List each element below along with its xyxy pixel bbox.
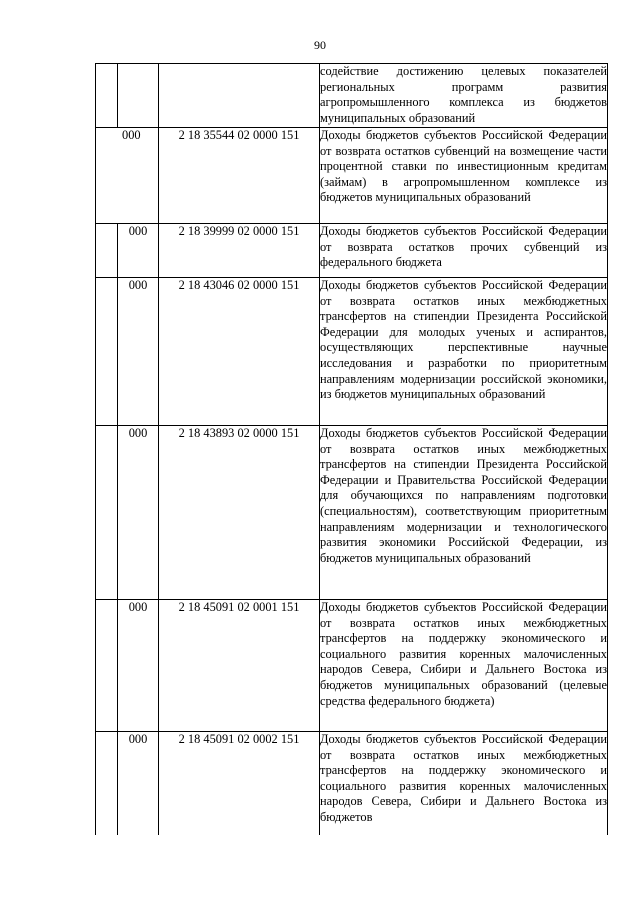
blank-cell — [96, 64, 118, 128]
budget-classification-table — [95, 63, 608, 835]
description-cell — [320, 224, 608, 278]
table-row — [96, 278, 608, 426]
description-cell — [320, 64, 608, 128]
classification-code-cell: 2 18 39999 02 0000 151 — [159, 224, 320, 278]
description-cell — [320, 732, 608, 835]
classification-code-cell: 2 18 43046 02 0000 151 — [159, 278, 320, 426]
classification-code-cell — [159, 64, 320, 128]
table-row — [96, 600, 608, 732]
blank-cell — [96, 426, 118, 600]
page-number: 90 — [314, 38, 326, 52]
table-row — [96, 426, 608, 600]
admin-code-cell: 000 — [96, 128, 159, 224]
blank-cell — [96, 732, 118, 835]
classification-code-cell: 2 18 45091 02 0002 151 — [159, 732, 320, 835]
description-text: Доходы бюджетов субъектов Российской Федерации от возврата остатков иных межбюджетных трансфертов на стипендии Президента Российской Федерации для молодых ученых и аспирантов, осуществляющих перспективные научные исследования и разработки по приоритетным направлениям модернизации российской экономики, из бюджетов муниципальных образований — [320, 278, 607, 402]
description-cell — [320, 426, 608, 600]
classification-code-cell: 2 18 43893 02 0000 151 — [159, 426, 320, 600]
description-cell — [320, 600, 608, 732]
description-text: Доходы бюджетов субъектов Российской Федерации от возврата остатков иных межбюджетных трансфертов на поддержку экономического и социального развития коренных малочисленных народов Севера, Сибири и Дальнего Востока из бюджетов муниципальных образований (целевые средства федерального бюджета) — [320, 600, 607, 708]
description-text: Доходы бюджетов субъектов Российской Федерации от возврата остатков иных межбюджетных трансфертов на стипендии Президента Российской Федерации и Правительства Российской Федерации для обучающихся по направлениям подготовки (специальностям), соответствующим приоритетным направлениям модернизации и технологического развития экономики Российской Федерации, из бюджетов муниципальных образований — [320, 426, 607, 565]
table-row — [96, 732, 608, 835]
blank-cell — [96, 278, 118, 426]
admin-code-cell: 000 — [118, 732, 159, 835]
description-cell — [320, 278, 608, 426]
admin-code-cell — [118, 64, 159, 128]
admin-code-cell: 000 — [118, 278, 159, 426]
description-cell — [320, 128, 608, 224]
table-row — [96, 64, 608, 128]
blank-cell — [96, 600, 118, 732]
description-text: содействие достижению целевых показателей региональных программ развития агропромышленного комплекса из бюджетов муниципальных образований — [320, 64, 607, 125]
table-row — [96, 224, 608, 278]
table-row — [96, 128, 608, 224]
admin-code-cell: 000 — [118, 600, 159, 732]
admin-code-cell: 000 — [118, 224, 159, 278]
admin-code-cell: 000 — [118, 426, 159, 600]
classification-code-cell: 2 18 45091 02 0001 151 — [159, 600, 320, 732]
description-text: Доходы бюджетов субъектов Российской Федерации от возврата остатков иных межбюджетных трансфертов на поддержку экономического и социального развития коренных малочисленных народов Севера, Сибири и Дальнего Востока из бюджетов — [320, 732, 607, 824]
blank-cell — [96, 224, 118, 278]
description-text: Доходы бюджетов субъектов Российской Федерации от возврата остатков субвенций на возмещение части процентной ставки по инвестиционным кредитам (займам) в агропромышленном комплексе из бюджетов муниципальных образований — [320, 128, 607, 205]
classification-code-cell: 2 18 35544 02 0000 151 — [159, 128, 320, 224]
description-text: Доходы бюджетов субъектов Российской Федерации от возврата остатков прочих субвенций из федерального бюджета — [320, 224, 607, 270]
